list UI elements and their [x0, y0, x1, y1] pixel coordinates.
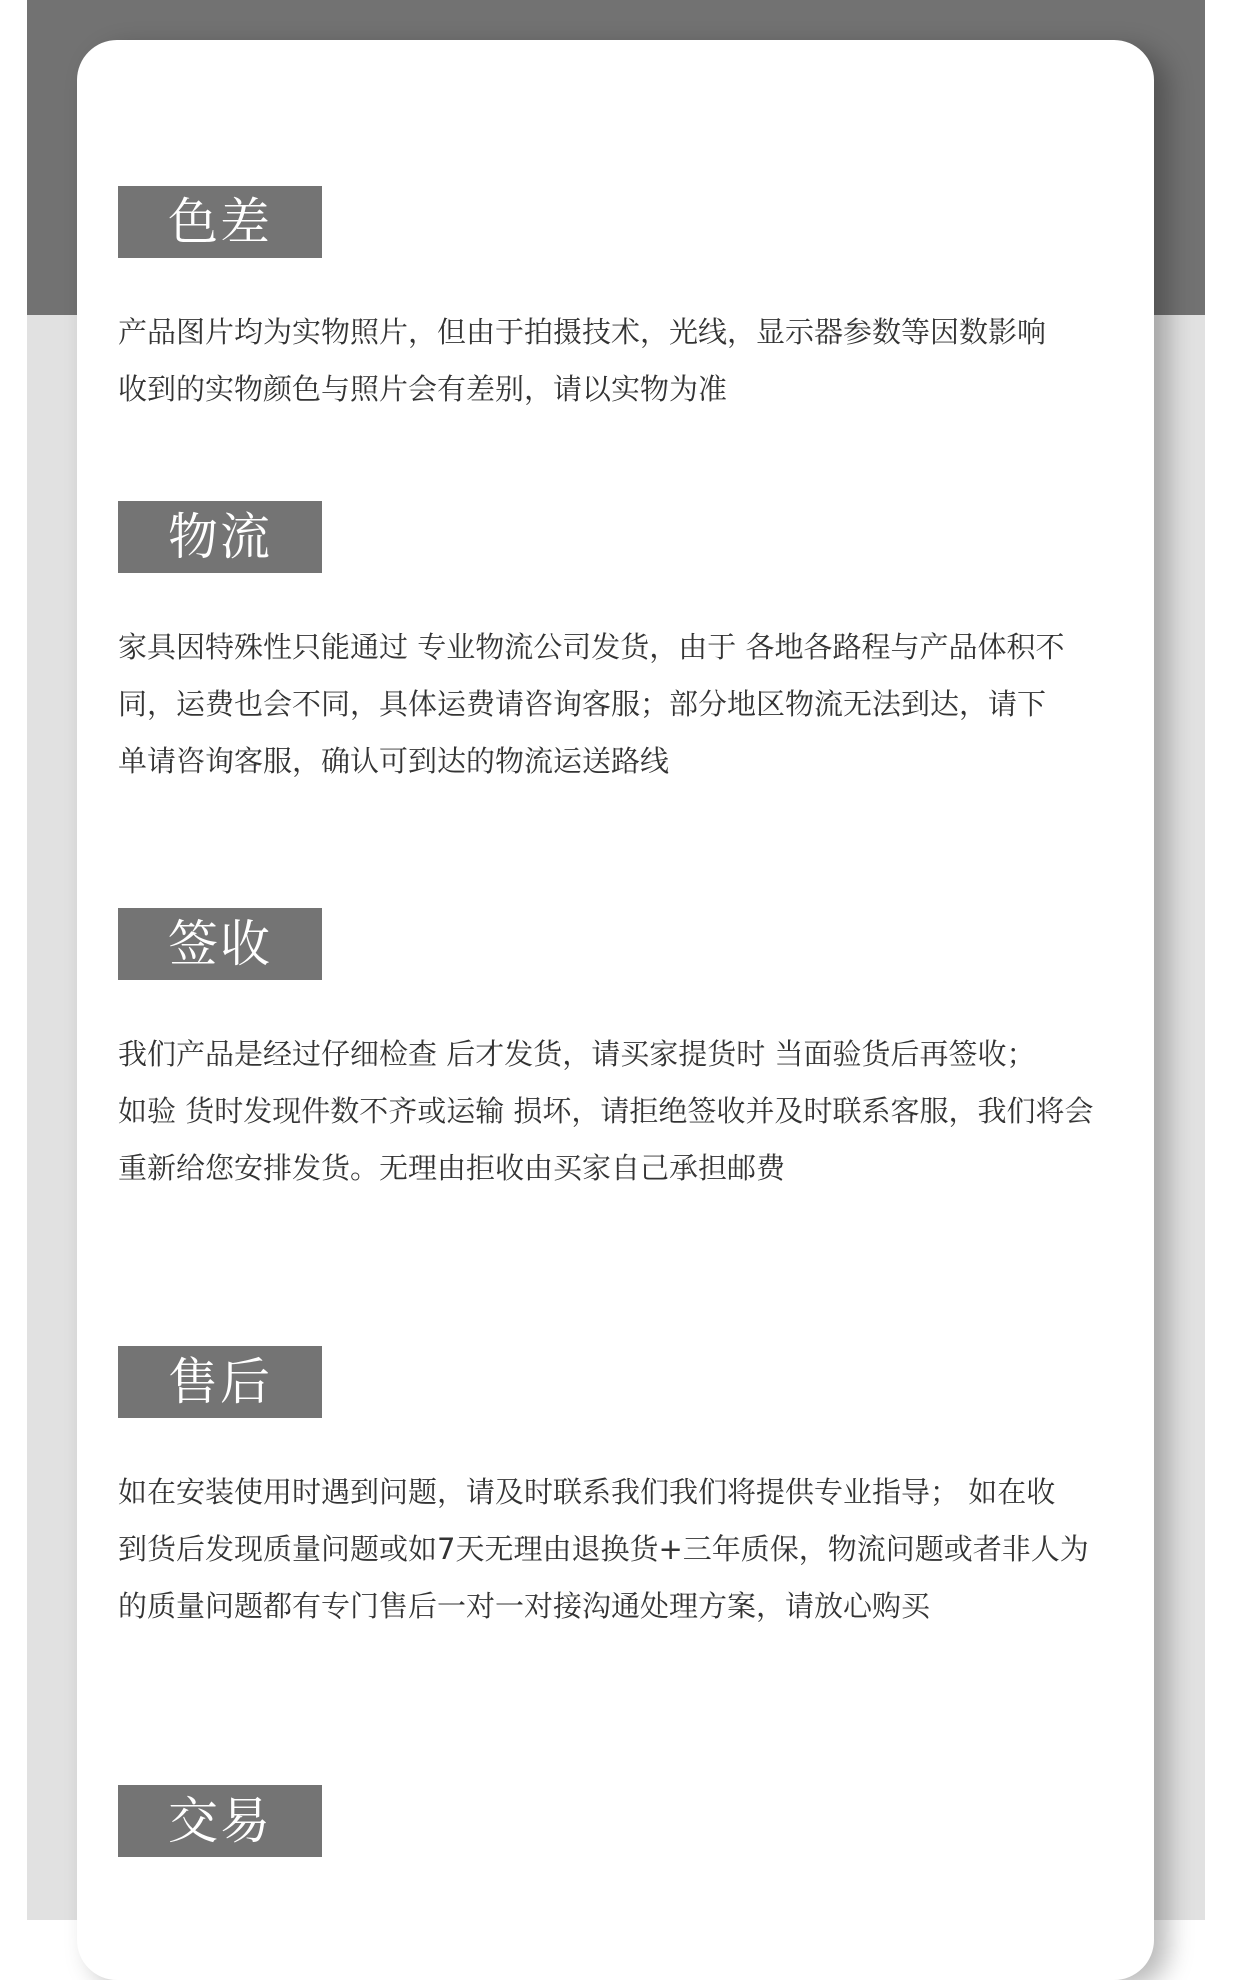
section-logistics — [118, 501, 1138, 790]
section-body: 我们产品是经过仔细检查 后才发货，请买家提货时 当面验货后再签收； 如验 货时发现件数不齐或运输 损坏，请拒绝签收并及时联系客服，我们将会 重新给您安排发货。无理由拒收由买家自己承担邮费 — [118, 1037, 1094, 1185]
section-body: 如在安装使用时遇到问题，请及时联系我们我们将提供专业指导； 如在收 到货后发现质量问题或如7天无理由退换货+三年质保，物流问题或者非人为 的质量问题都有专门售后一对一对接沟通处理方案，请放心购买 — [118, 1475, 1089, 1623]
section-body: 产品图片均为实物照片，但由于拍摄技术，光线，显示器参数等因数影响 收到的实物颜色与照片会有差别，请以实物为准 — [118, 315, 1047, 406]
section-receipt — [118, 908, 1138, 1197]
section-color-difference — [118, 186, 1138, 418]
section-heading: 售后 — [118, 1346, 322, 1418]
section-after-sales — [118, 1346, 1138, 1635]
section-heading: 物流 — [118, 501, 322, 573]
section-heading: 色差 — [118, 186, 322, 258]
section-heading: 交易 — [118, 1785, 322, 1857]
section-transaction — [118, 1785, 1138, 1857]
section-heading: 签收 — [118, 908, 322, 980]
section-body: 家具因特殊性只能通过 专业物流公司发货，由于 各地各路程与产品体积不 同，运费也会不同，具体运费请咨询客服；部分地区物流无法到达，请下 单请咨询客服，确认可到达的物流运送路线 — [118, 630, 1065, 778]
